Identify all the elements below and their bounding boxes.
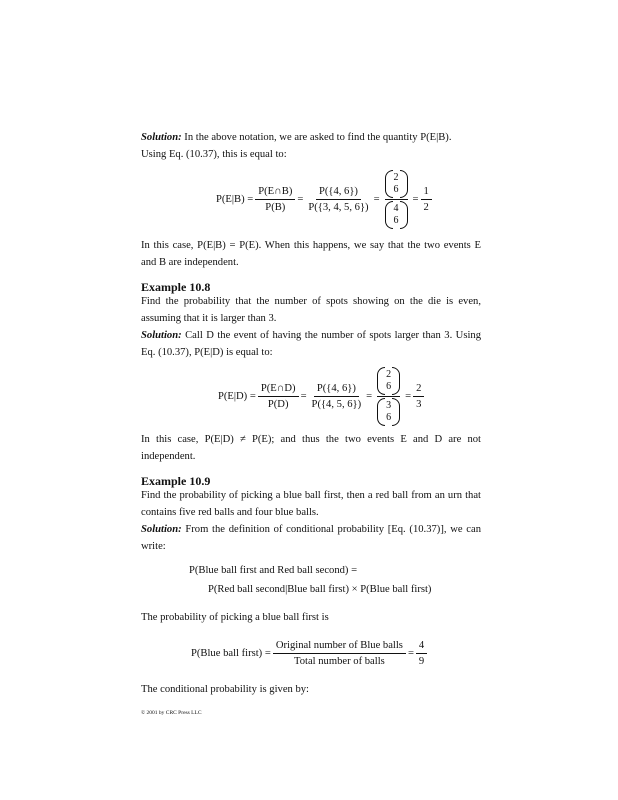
eq2-binom-top-b: 6 — [386, 381, 392, 392]
eq4-num: Original number of Blue balls — [273, 639, 406, 654]
eq2-binom-bot-b: 6 — [386, 412, 392, 423]
eq1-result — [421, 185, 432, 214]
eq1-lhs: P(E|B) = — [216, 194, 254, 205]
blue-first-paragraph: The probability of picking a blue ball first is — [141, 612, 329, 623]
eq2-binom-top-a: 2 — [386, 369, 392, 380]
solution-paragraph-1 — [141, 130, 481, 163]
solution-label: Solution: — [141, 132, 182, 143]
solution-label-2: Solution: — [141, 330, 182, 341]
eq1-binom-top-b: 6 — [393, 184, 399, 195]
eq1-binom-bot-b: 6 — [393, 215, 399, 226]
eq2-result-num: 2 — [413, 382, 424, 397]
eq4-fraction — [273, 639, 406, 668]
equation-conditional-eb — [216, 170, 434, 229]
eq1-equals-c: = — [412, 194, 419, 205]
eq1-equals-a: = — [297, 194, 304, 205]
solution-text-line1: In the above notation, we are asked to find the quantity P(E|B). — [181, 132, 452, 143]
solution-paragraph-3 — [141, 522, 481, 555]
solution-paragraph-2 — [141, 328, 481, 361]
solution-text-2: Call D the event of having the number of spots larger than 3. Using Eq. (10.37), P(E|D) is equal to: — [141, 330, 481, 358]
solution-text-3: From the definition of conditional probability [Eq. (10.37)], we can write: — [141, 524, 481, 552]
eq2-binom-bot-a: 3 — [386, 400, 392, 411]
eq2-lhs: P(E|D) = — [218, 391, 256, 402]
example-10-9-heading: Example 10.9 — [141, 474, 211, 488]
equation-joint-line1: P(Blue ball first and Red ball second) = — [189, 565, 358, 576]
eq4-result-den: 9 — [418, 656, 425, 667]
eq2-frac1-num: P(E∩D) — [258, 382, 299, 397]
eq4-lhs: P(Blue ball first) = — [191, 648, 271, 659]
equation-conditional-ed — [218, 367, 426, 426]
eq2-fraction-1 — [258, 382, 299, 411]
eq1-frac1-num: P(E∩B) — [255, 185, 295, 200]
eq2-frac2-den: P({4, 5, 6}) — [311, 399, 362, 410]
eq1-binomial-fraction — [383, 170, 410, 229]
conditional-paragraph: The conditional probability is given by: — [141, 684, 309, 695]
copyright-footer: © 2001 by CRC Press LLC — [141, 710, 202, 716]
example-10-9-text: Find the probability of picking a blue ball first, then a red ball from an urn that contains five red balls and four blue balls. — [141, 490, 481, 518]
eq2-equals-b: = — [366, 391, 373, 402]
eq1-binom-bot-a: 4 — [393, 203, 399, 214]
eq2-frac2-num: P({4, 6}) — [314, 382, 359, 397]
eq1-frac2-den: P({3, 4, 5, 6}) — [308, 202, 369, 213]
eq2-result — [413, 382, 424, 411]
eq2-frac1-den: P(D) — [267, 399, 289, 410]
eq4-result — [416, 639, 427, 668]
solution-label-3: Solution: — [141, 524, 182, 535]
eq4-den: Total number of balls — [294, 656, 385, 667]
eq2-equals-c: = — [405, 391, 412, 402]
solution-text-line2: Using Eq. (10.37), this is equal to: — [141, 148, 287, 160]
example-10-8-text: Find the probability that the number of spots showing on the die is even, assuming that it is larger than 3. — [141, 296, 481, 324]
eq2-binom-bottom — [377, 397, 400, 426]
eq4-result-num: 4 — [416, 639, 427, 654]
independence-paragraph-2: In this case, P(E|D) ≠ P(E); and thus the two events E and D are not independent. — [141, 434, 481, 462]
eq1-binom-top-a: 2 — [393, 172, 399, 183]
eq2-fraction-2 — [309, 382, 365, 411]
equation-joint-line2: P(Red ball second|Blue ball first) × P(Blue ball first) — [208, 584, 432, 595]
eq1-frac1-den: P(B) — [265, 202, 286, 213]
eq1-binom-bottom — [385, 200, 408, 229]
eq4-equals: = — [407, 648, 414, 659]
eq2-equals-a: = — [300, 391, 307, 402]
eq1-fraction-2 — [305, 185, 371, 214]
independence-paragraph-1: In this case, P(E|B) = P(E). When this happens, we say that the two events E and B are independent. — [141, 240, 481, 268]
eq1-equals-b: = — [373, 194, 380, 205]
eq1-fraction-1 — [255, 185, 295, 214]
example-10-8-heading: Example 10.8 — [141, 280, 211, 294]
eq2-result-den: 3 — [416, 399, 422, 410]
eq1-binom-top — [385, 170, 408, 200]
eq1-result-num: 1 — [421, 185, 432, 200]
eq1-result-den: 2 — [423, 202, 429, 213]
eq2-binom-top — [377, 367, 400, 397]
eq1-frac2-num: P({4, 6}) — [316, 185, 361, 200]
eq2-binomial-fraction — [375, 367, 402, 426]
equation-blue-first — [191, 639, 429, 668]
